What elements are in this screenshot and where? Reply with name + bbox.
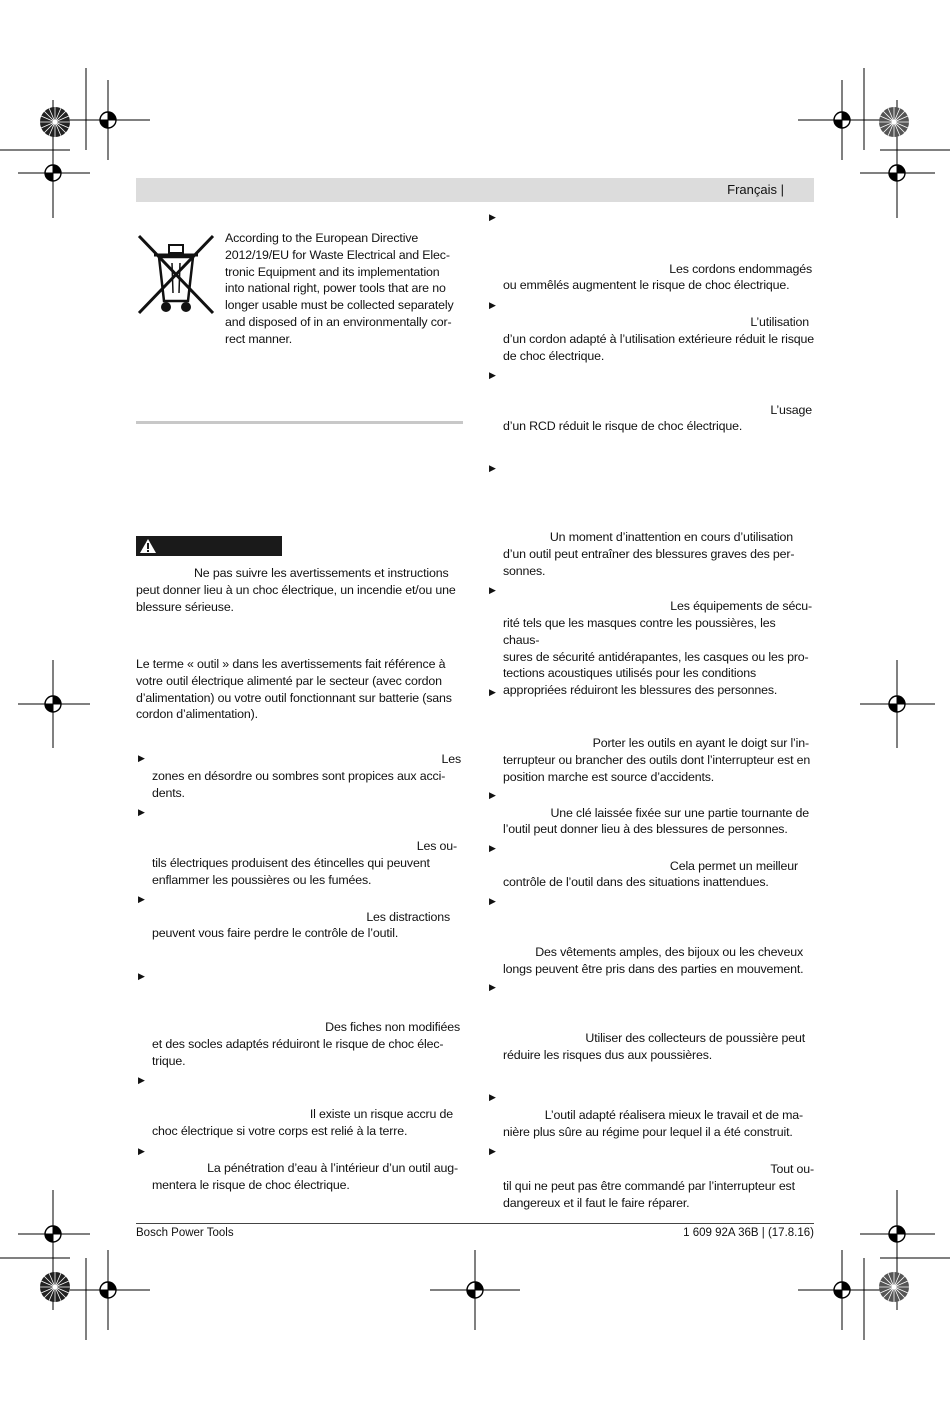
right-item-1-text: ou emmêlés augmentent le risque de choc électrique. <box>503 278 790 292</box>
bullet-marker: ▶ <box>489 790 496 800</box>
term-definition-text: Le terme « outil » dans les avertissements fait référence à votre outil électrique alimenté par le secteur (avec cordon d’alimentation) ou votre outil fonctionnant sur batterie (sans cordon d’alimentation). <box>136 657 452 722</box>
footer-publisher: Bosch Power Tools <box>136 1227 234 1239</box>
bullet-marker: ▶ <box>489 300 496 310</box>
right-item-4-text: d’un outil peut entraîner des blessures graves des per- sonnes. <box>503 547 795 578</box>
weee-disposal-text: According to the European Directive 2012/19/EU for Waste Electrical and Elec- tronic Equipment and its implementation into national right, power tools that are no longer usable must be collected separately and disposed of in an environmentally cor- rect manner. <box>225 231 454 346</box>
bullet-marker: ▶ <box>489 687 496 697</box>
left-item-6-head: La pénétration d’eau à l’intérieur d’un outil aug- <box>207 1161 458 1175</box>
page-language-label: Français | <box>727 182 784 197</box>
bullet-marker: ▶ <box>489 1146 496 1156</box>
bullet-marker: ▶ <box>489 843 496 853</box>
right-item-12-head: Tout ou- <box>770 1162 814 1176</box>
bullet-marker: ▶ <box>138 753 145 763</box>
right-item-7-text: l’outil peut donner lieu à des blessures de personnes. <box>503 822 788 836</box>
right-item-3-text: d’un RCD réduit le risque de choc électrique. <box>503 419 743 433</box>
left-item-5-head: Il existe un risque accru de <box>309 1107 453 1121</box>
right-item-9-text: longs peuvent être pris dans des parties en mouvement. <box>503 962 804 976</box>
right-item-9-head: Des vêtements amples, des bijoux ou les cheveux <box>535 945 803 959</box>
right-item-6-text: terrupteur ou brancher des outils dont l’interrupteur est en position marche est source d’accidents. <box>503 753 811 784</box>
right-item-7-head: Une clé laissée fixée sur une partie tournante de <box>550 806 809 820</box>
right-item-3-head: L’usage <box>770 403 812 417</box>
right-item-11-head: L’outil adapté réalisera mieux le travail et de ma- <box>544 1108 803 1122</box>
right-item-4-head: Un moment d’inattention en cours d’utilisation <box>549 530 793 544</box>
right-item-11-text: nière plus sûre au régime pour lequel il a été construit. <box>503 1125 793 1139</box>
bullet-marker: ▶ <box>489 370 496 380</box>
right-item-2-head: L’utilisation <box>750 315 809 329</box>
bullet-marker: ▶ <box>489 585 496 595</box>
left-item-3-head: Les distractions <box>366 910 450 924</box>
warning-triangle-icon <box>139 538 157 554</box>
header-bar <box>136 178 814 202</box>
left-item-5-text: choc électrique si votre corps est relié à la terre. <box>152 1124 408 1138</box>
footer-rule <box>136 1223 814 1224</box>
footer-document-number: 1 609 92A 36B | (17.8.16) <box>683 1227 814 1239</box>
right-item-2-text: d’un cordon adapté à l’utilisation extérieure réduit le risque de choc électrique. <box>503 332 814 363</box>
left-item-4-text: et des socles adaptés réduiront le risque de choc élec- trique. <box>152 1037 444 1068</box>
section-divider <box>136 421 463 424</box>
right-item-5-head: Les équipements de sécu- <box>670 599 812 613</box>
left-item-1-text: zones en désordre ou sombres sont propices aux acci- dents. <box>152 769 446 800</box>
right-item-5-text: rité tels que les masques contre les poussières, les chaus- sures de sécurité antidérapantes, les casques ou les pro- tections acoustiques utilisés pour les conditions appropriées réduiront les blessures des personnes. <box>503 616 809 698</box>
left-item-1-head: Les <box>441 752 461 766</box>
bullet-marker: ▶ <box>138 1075 145 1085</box>
right-item-1-head: Les cordons endommagés <box>669 262 812 276</box>
left-item-6-text: mentera le risque de choc électrique. <box>152 1178 350 1192</box>
bullet-marker: ▶ <box>489 1092 496 1102</box>
bullet-marker: ▶ <box>138 894 145 904</box>
bullet-marker: ▶ <box>138 971 145 981</box>
bullet-marker: ▶ <box>489 896 496 906</box>
right-item-8-text: contrôle de l’outil dans des situations inattendues. <box>503 875 769 889</box>
crossed-out-bin-icon <box>136 233 216 319</box>
right-item-10-text: réduire les risques dus aux poussières. <box>503 1048 713 1062</box>
bullet-marker: ▶ <box>138 1146 145 1156</box>
warning-text: Ne pas suivre les avertissements et instructions peut donner lieu à un choc électrique, un incendie et/ou une blessure sérieuse. <box>136 566 456 614</box>
left-item-2-head: Les ou- <box>416 839 457 853</box>
right-item-12-text: til qui ne peut pas être commandé par l’interrupteur est dangereux et il faut le faire réparer. <box>503 1179 795 1210</box>
right-item-10-head: Utiliser des collecteurs de poussière peut <box>585 1031 805 1045</box>
left-item-2-text: tils électriques produisent des étincelles qui peuvent enflammer les poussières ou les fumées. <box>152 856 430 887</box>
bullet-marker: ▶ <box>489 212 496 222</box>
warning-banner <box>136 536 282 556</box>
bullet-marker: ▶ <box>489 463 496 473</box>
right-item-8-head: Cela permet un meilleur <box>669 859 798 873</box>
bullet-marker: ▶ <box>489 982 496 992</box>
bullet-marker: ▶ <box>138 807 145 817</box>
left-item-3-text: peuvent vous faire perdre le contrôle de l’outil. <box>152 926 399 940</box>
left-item-4-head: Des fiches non modifiées <box>325 1020 460 1034</box>
right-item-6-head: Porter les outils en ayant le doigt sur l’in- <box>592 736 809 750</box>
